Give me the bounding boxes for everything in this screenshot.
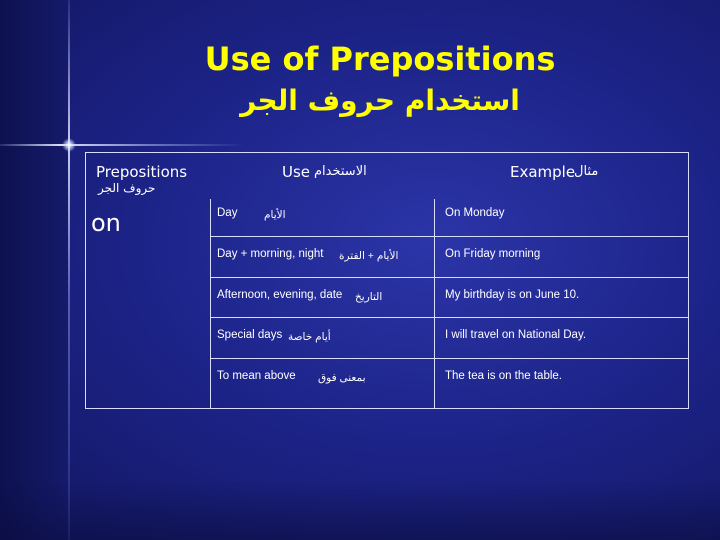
header-use-arabic: الاستخدام xyxy=(314,164,367,179)
row-3-use: Afternoon, evening, date xyxy=(217,289,343,301)
row-1-use-arabic: الأيام xyxy=(264,209,286,221)
row-1-use: Day xyxy=(217,207,238,219)
header-example: Example xyxy=(510,163,576,181)
row-5-use-arabic: بمعنى فوق xyxy=(318,372,366,384)
column-divider-1 xyxy=(210,199,211,408)
preposition-on: on xyxy=(91,209,121,237)
header-example-arabic: مثال xyxy=(574,164,599,179)
bottom-shade-decoration xyxy=(0,480,720,540)
slide-title-arabic: استخدام حروف الجر xyxy=(240,84,520,117)
row-divider-2 xyxy=(210,277,688,278)
row-2-use-arabic: الأيام + الفترة xyxy=(339,250,399,262)
row-5-use: To mean above xyxy=(217,370,296,382)
row-4-use-arabic: أيام خاصة xyxy=(288,331,331,343)
prepositions-table xyxy=(85,152,689,409)
column-divider-2 xyxy=(434,199,435,408)
header-prepositions-arabic: حروف الجر xyxy=(98,181,156,195)
row-4-use: Special days xyxy=(217,329,283,341)
row-divider-4 xyxy=(210,358,688,359)
header-prepositions: Prepositions xyxy=(96,163,188,181)
row-4-example: I will travel on National Day. xyxy=(445,329,587,341)
row-2-example: On Friday morning xyxy=(445,248,541,260)
vertical-light-line xyxy=(68,0,70,540)
row-3-example: My birthday is on June 10. xyxy=(445,289,580,301)
left-band-decoration xyxy=(0,0,68,540)
row-2-use: Day + morning, night xyxy=(217,248,324,260)
row-5-example: The tea is on the table. xyxy=(445,370,562,382)
row-divider-1 xyxy=(210,236,688,237)
row-1-example: On Monday xyxy=(445,207,505,219)
slide-title: Use of Prepositions xyxy=(204,40,556,78)
horizontal-light-line xyxy=(0,144,245,146)
header-use: Use xyxy=(282,163,311,181)
row-3-use-arabic: التاريخ xyxy=(355,291,383,303)
light-spark-decoration xyxy=(62,138,76,152)
row-divider-3 xyxy=(210,317,688,318)
